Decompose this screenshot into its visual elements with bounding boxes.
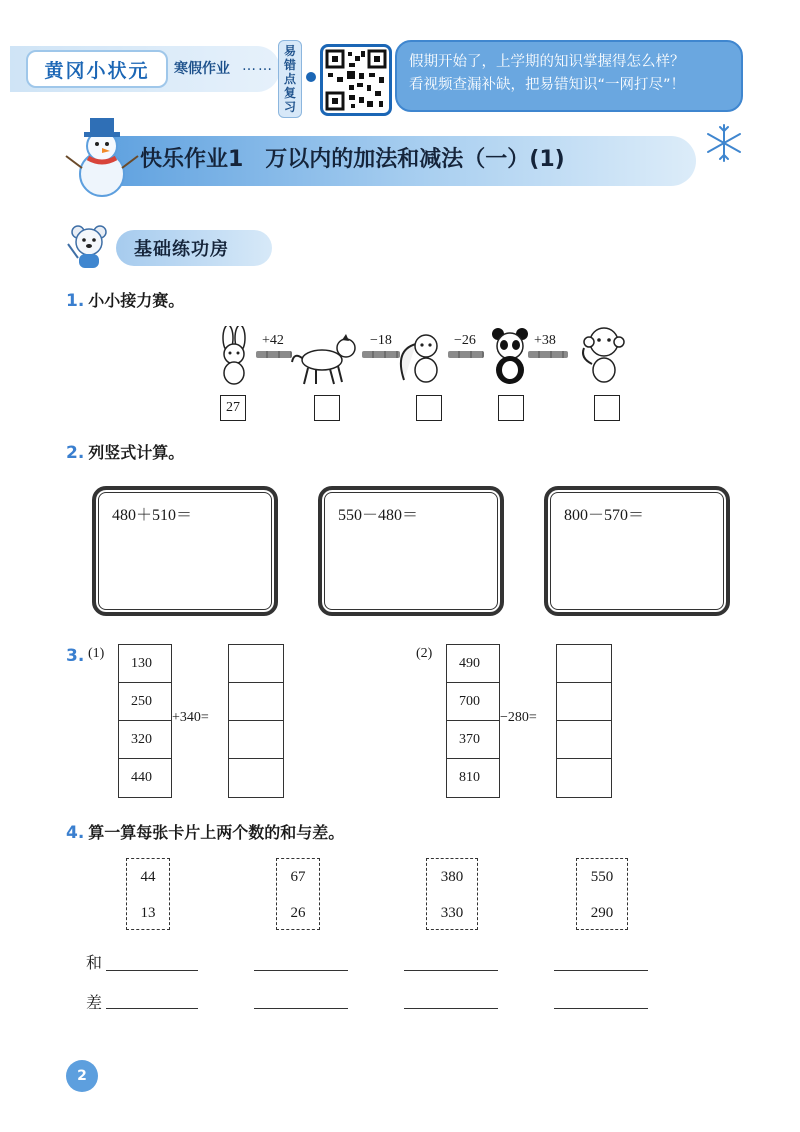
column-value: 440 — [131, 770, 152, 785]
calc-expression: 480＋510＝ — [112, 507, 193, 524]
qr-code[interactable] — [320, 44, 392, 116]
part-label: (1) — [88, 646, 105, 661]
qr-code-icon — [323, 47, 389, 113]
card-bottom-number: 290 — [590, 905, 614, 921]
op-label: +38 — [534, 333, 556, 348]
series-label: 寒假作业 — [174, 61, 230, 77]
question-number: 1. — [66, 291, 85, 311]
calc-frame[interactable] — [318, 486, 504, 616]
number-card — [426, 858, 478, 930]
column-value: 490 — [447, 645, 499, 683]
calc-frame[interactable] — [92, 486, 278, 616]
relay-arrow — [256, 351, 292, 358]
number-card — [126, 858, 170, 930]
notice-line: 假期开始了，上学期的知识掌握得怎么样？ — [409, 54, 685, 70]
section-tag: 基础练功房 — [116, 230, 272, 266]
result-cell[interactable] — [557, 721, 611, 759]
addend-column — [118, 644, 172, 798]
question-1 — [66, 288, 184, 311]
brand-logo: 黄冈小状元 — [26, 50, 168, 88]
notice-line: 看视频查漏补缺，把易错知识“一网打尽”！ — [409, 77, 686, 93]
snowflake-icon — [704, 123, 744, 163]
sum-label: 和 — [86, 953, 103, 972]
calc-frame[interactable] — [544, 486, 730, 616]
question-number: 2. — [66, 443, 85, 463]
number-card — [276, 858, 320, 930]
notice-bubble — [395, 40, 743, 112]
result-cell[interactable] — [557, 645, 611, 683]
page-title: 快乐作业1 万以内的加法和减法（一）(1) — [140, 147, 565, 172]
difference-line[interactable] — [554, 1008, 648, 1009]
sum-line[interactable] — [254, 970, 348, 971]
answer-box[interactable] — [416, 395, 442, 421]
connector-dot — [306, 72, 316, 82]
number-card — [576, 858, 628, 930]
relay-arrow — [448, 351, 484, 358]
difference-line[interactable] — [254, 1008, 348, 1009]
question-text: 算一算每张卡片上两个数的和与差。 — [88, 823, 345, 842]
sum-line[interactable] — [106, 970, 198, 971]
difference-label: 差 — [86, 993, 103, 1012]
result-cell[interactable] — [229, 645, 283, 683]
squirrel-icon — [396, 326, 448, 386]
column-value: 320 — [119, 721, 171, 759]
question-number: 4. — [66, 823, 85, 843]
operation-label: −280= — [500, 710, 537, 725]
sum-line[interactable] — [404, 970, 498, 971]
card-top-number: 550 — [590, 869, 614, 885]
column-value: 250 — [119, 683, 171, 721]
dog-icon — [290, 330, 360, 390]
card-top-number: 380 — [440, 869, 464, 885]
result-cell[interactable] — [229, 721, 283, 759]
column-value: 370 — [447, 721, 499, 759]
page-number: 2 — [66, 1060, 98, 1092]
answer-box: 27 — [220, 395, 246, 421]
result-column[interactable] — [228, 644, 284, 798]
card-bottom-number: 13 — [140, 905, 156, 921]
op-label: +42 — [262, 333, 284, 348]
column-value: 810 — [459, 770, 480, 785]
card-top-number: 67 — [290, 869, 306, 885]
question-text: 小小接力赛。 — [88, 291, 185, 310]
review-tag: 易 错 点 复 习 — [278, 40, 302, 118]
column-value: 700 — [447, 683, 499, 721]
part-label: (2) — [416, 646, 433, 661]
bear-mascot-icon — [66, 222, 112, 270]
relay-arrow — [528, 351, 568, 358]
difference-line[interactable] — [404, 1008, 498, 1009]
answer-box[interactable] — [594, 395, 620, 421]
answer-box[interactable] — [498, 395, 524, 421]
result-cell[interactable] — [557, 683, 611, 721]
sum-line[interactable] — [554, 970, 648, 971]
answer-box[interactable] — [314, 395, 340, 421]
difference-line[interactable] — [106, 1008, 198, 1009]
result-cell[interactable] — [557, 759, 611, 797]
rabbit-icon — [208, 326, 260, 386]
result-cell[interactable] — [229, 683, 283, 721]
question-2 — [66, 440, 184, 463]
calc-expression: 550－480＝ — [338, 507, 419, 524]
result-cell[interactable] — [229, 759, 283, 797]
card-bottom-number: 26 — [290, 905, 306, 921]
operation-label: +340= — [172, 710, 209, 725]
snowman-icon — [62, 112, 142, 198]
monkey-icon — [578, 324, 630, 384]
op-label: −18 — [370, 333, 392, 348]
minuend-column — [446, 644, 500, 798]
calc-expression: 800－570＝ — [564, 507, 645, 524]
series-dots: …… — [242, 58, 274, 74]
card-bottom-number: 330 — [440, 905, 464, 921]
question-text: 列竖式计算。 — [88, 443, 185, 462]
question-4 — [66, 820, 344, 843]
column-value: 130 — [119, 645, 171, 683]
result-column[interactable] — [556, 644, 612, 798]
card-top-number: 44 — [140, 869, 156, 885]
op-label: −26 — [454, 333, 476, 348]
question-number: 3. — [66, 646, 85, 666]
relay-arrow — [362, 351, 400, 358]
